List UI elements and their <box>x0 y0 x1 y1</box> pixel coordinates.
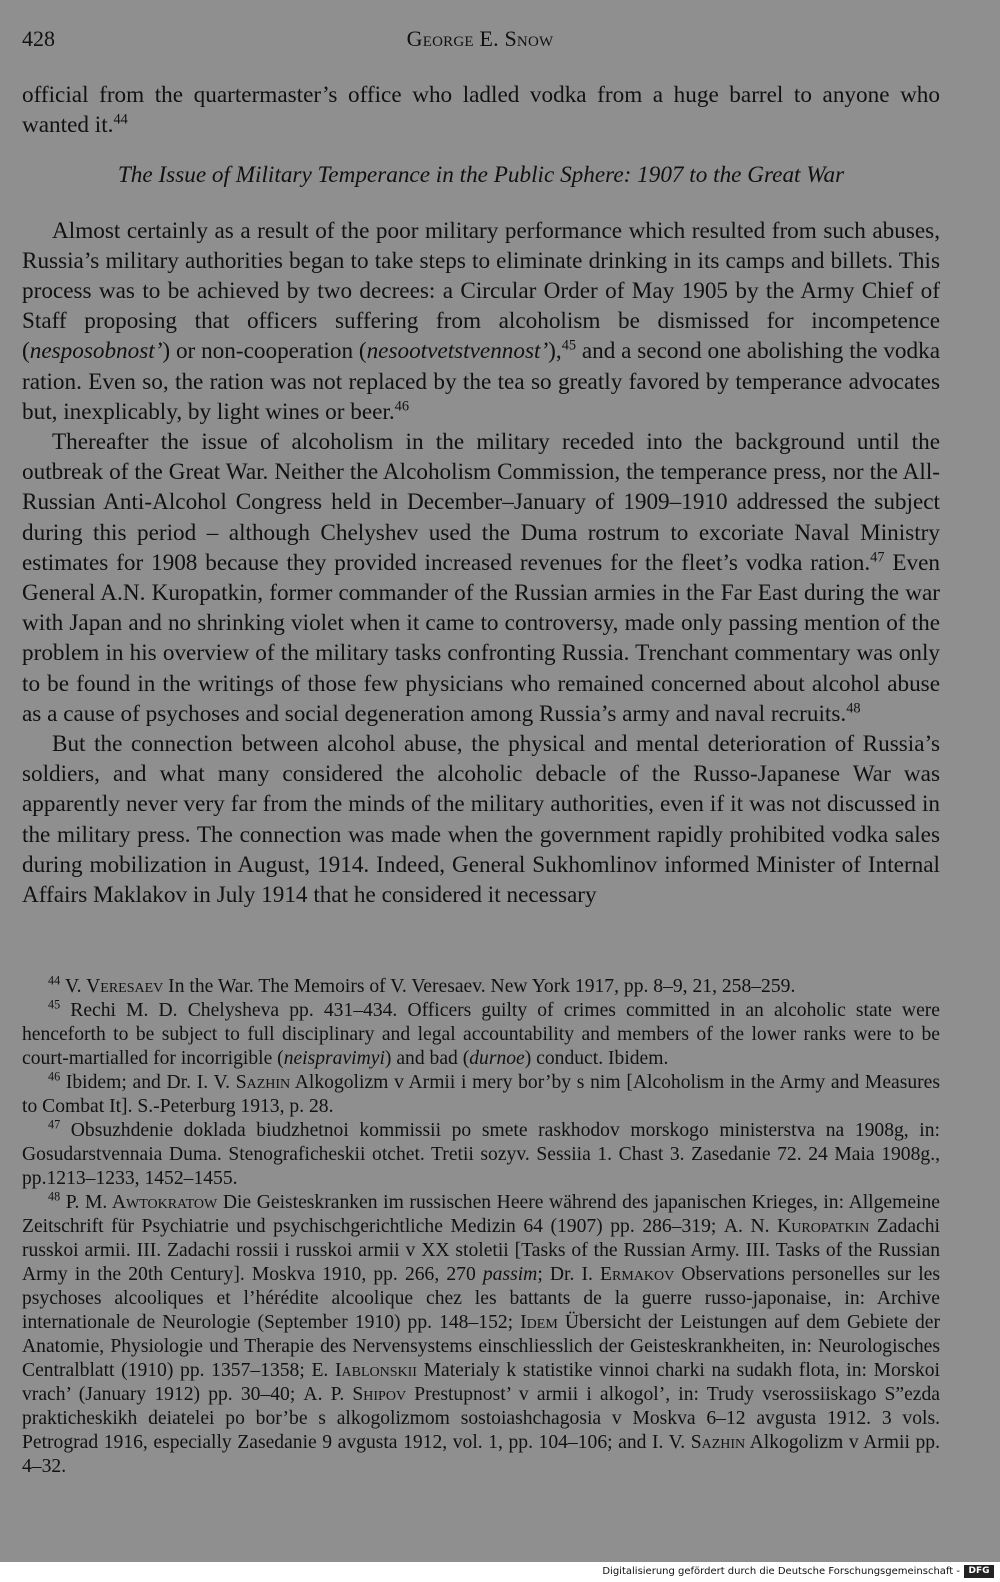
paragraph-carryover: official from the quartermaster’s office who ladled vodka from a huge barrel to anyone who wanted it.$^{44}$ <box>22 82 940 139</box>
footnote-45: $^{45}$ Rechi M. D. Chelysheva pp. 431–434. Officers guilty of crimes committed in an alcoholic state were henceforth to be subject to full disciplinary and legal accountability and members of the lower ranks were to be court-martialled for incorrigible (neispravimyi) and bad (durnoe) conduct. Ibidem. <box>22 997 940 1069</box>
paragraph-2: Thereafter the issue of alcoholism in the military receded into the background until the outbreak of the Great War. Neither the Alcoholism Commission, the temperance press, nor the All-Russian Anti-Alcohol Congress held in December–January of 1909–1910 addressed the subject during this period – although Chelyshev used the Duma rostrum to excoriate Naval Ministry estimates for 1908 because they provided increased revenues for the fleet’s vodka ration.$^{47}$ Even General A.N. Kuropatkin, former commander of the Russian armies in the Far East during the war with Japan and no shrinking violet when it came to controversy, made only passing mention of the problem in his overview of the military tasks confronting Russia. Trenchant commentary was only to be found in the writings of those few physicians who remained concerned about alcohol abuse as a cause of psychoses and social degeneration among Russia’s army and naval recruits.$^{48}$ <box>22 429 940 727</box>
footnotes <box>22 975 940 1479</box>
footnote-ref: 45 <box>561 337 577 354</box>
page-header <box>22 26 938 54</box>
body-text <box>22 80 940 910</box>
footnote-ref: 46 <box>394 398 410 415</box>
footnote-ref: 48 <box>846 700 861 717</box>
footnote-ref: 47 <box>870 549 885 566</box>
footnote-47: $^{47}$ Obsuzhdenie doklada biudzhetnoi kommissii po smete raskhodov morskogo ministerstva na 1908g, in: Gosudarstvennaia Duma. Stenograficheskii otchet. Tretii sozyv. Sessiia 1. Chast 3. Zasedanie 72. 24 Maia 1908g., pp.1213–1233, 1452–1455. <box>22 1117 940 1189</box>
footnote-ref: 44 <box>113 111 128 128</box>
page-number: 428 <box>22 26 55 51</box>
footnote-44: $^{44}$ V. Veresaev In the War. The Memoirs of V. Veresaev. New York 1917, pp. 8–9, 21, 258–259. <box>48 973 796 997</box>
dfg-logo: DFG <box>964 1565 994 1578</box>
dfg-credit: Digitalisierung gefördert durch die Deutsche Forschungsgemeinschaft - <box>602 1566 960 1577</box>
paragraph-3: But the connection between alcohol abuse, the physical and mental deterioration of Russia’s soldiers, and what many considered the alcoholic debacle of the Russo-Japanese War was apparently never very far from the minds of the military authorities, even if it was not discussed in the military press. The connection was made when the government rapidly prohibited vodka sales during mobilization in August, 1914. Indeed, General Sukhomlinov informed Minister of Internal Affairs Maklakov in July 1914 that he considered it necessary <box>22 731 940 909</box>
digitization-footer <box>0 1562 1000 1582</box>
running-head: George E. Snow <box>406 26 554 51</box>
footnote-46: $^{46}$ Ibidem; and Dr. I. V. Sazhin Alkogolizm v Armii i mery bor’by s nim [Alcoholism in the Army and Measures to Combat It]. S.-Peterburg 1913, p. 28. <box>22 1069 940 1117</box>
footnote-48: $^{48}$ P. M. Awtokratow Die Geisteskranken im russischen Heere während des japanischen Krieges, in: Allgemeine Zeitschrift für Psychiatrie und psychischgerichtliche Medizin 64 (1907) pp. 286–319; A. N. Kuropatkin Zadachi russkoi armii. III. Zadachi rossii i russkoi armii v XX stoletii [Tasks of the Russian Army. III. Tasks of the Russian Army in the 20th Century]. Moskva 1910, pp. 266, 270 passim; Dr. I. Ermakov Observations personelles sur les psychoses alcooliques et l’hérédite alcoolique chez les battants de la guerre russo-japonaise, in: Archive internationale de Neurologie (September 1910) pp. 148–152; Idem Übersicht der Leistungen auf dem Gebiete der Anatomie, Physiologie und Therapie des Nervensystems einschliesslich der Geisteskrankheiten, in: Neurologisches Centralblatt (1910) pp. 1357–1358; E. Iablonskii Materialy k statistike vinnoi charki na sudakh flota, in: Morskoi vrach’ (January 1912) pp. 30–40; A. P. Shipov Prestupnost’ v armii i alkogol’, in: Trudy vserossiiskago S”ezda prakticheskikh deiatelei po bor’be s alkogolizmom sostoiashchagosia v Moskva 6–12 avgusta 1912. 3 vols. Petrograd 1916, especially Zasedanie 9 avgusta 1912, vol. 1, pp. 104–106; and I. V. Sazhin Alkogolizm v Armii pp. 4–32. <box>22 1189 941 1477</box>
section-title: The Issue of Military Temperance in the Public Sphere: 1907 to the Great War <box>117 162 845 189</box>
paragraph-1: Almost certainly as a result of the poor military performance which resulted from such abuses, Russia’s military authorities began to take steps to eliminate drinking in its camps and billets. This process was to be achieved by two decrees: a Circular Order of May 1905 by the Army Chief of Staff proposing that officers suffering from alcoholism be dismissed for incompetence (nesposobnost’) or non-cooperation (nesootvetstvennost’),$^{45}$ and a second one abolishing the vodka ration. Even so, the ration was not replaced by the tea so greatly favored by temperance advocates but, inexplicably, by light wines or beer.$^{46}$ <box>22 217 940 425</box>
